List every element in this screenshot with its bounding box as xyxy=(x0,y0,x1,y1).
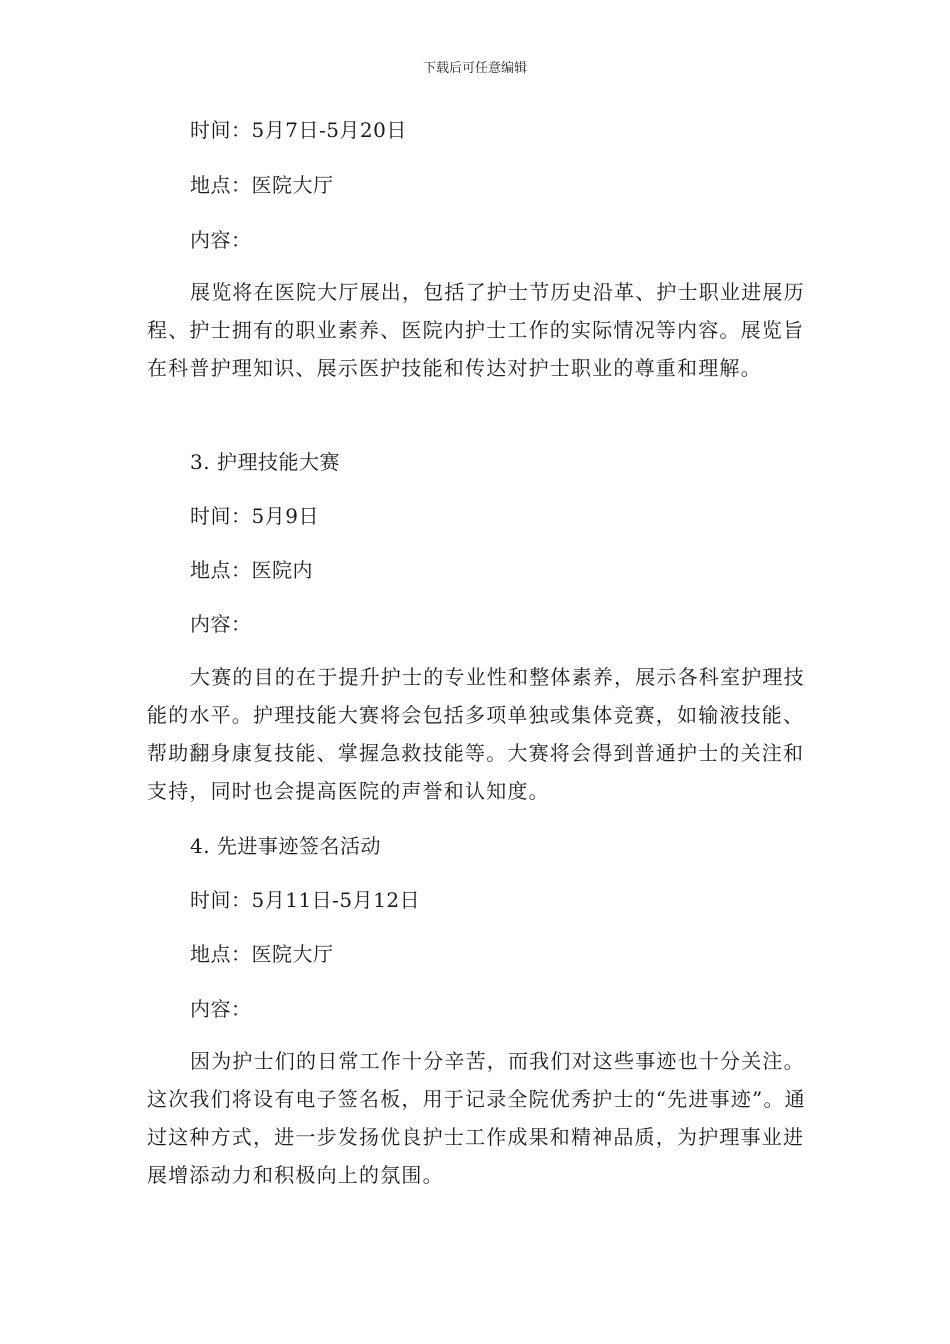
exhibition-time: 时间：5月7日-5月20日 xyxy=(190,118,407,142)
exhibition-content-text: 展览将在医院大厅展出，包括了护士节历史沿革、护士职业进展历程、护士拥有的职业素养、医院内护士工作的实际情况等内容。展览旨在科普护理知识、展示医护技能和传达对护士职业的尊重和理解。 xyxy=(147,280,805,380)
section-4-content-text: 因为护士们的日常工作十分辛苦，而我们对这些事迹也十分关注。这次我们将设有电子签名板，用于记录全院优秀护士的“先进事迹”。通过这种方式，进一步发扬优良护士工作成果和精神品质，为护理事业进展增添动力和积极向上的氛围。 xyxy=(147,1049,806,1187)
exhibition-place: 地点：医院大厅 xyxy=(190,173,334,197)
section-3-heading: 3. 护理技能大赛 xyxy=(190,450,340,474)
section-4-heading: 4. 先进事迹签名活动 xyxy=(190,834,381,858)
page-header-note: 下载后可任意编辑 xyxy=(422,61,527,76)
section-3-content-label: 内容： xyxy=(190,612,252,636)
section-4-content xyxy=(147,1042,807,1194)
section-3-content-text: 大赛的目的在于提升护士的专业性和整体素养，展示各科室护理技能的水平。护理技能大赛将会包括多项单独或集体竞赛，如输液技能、帮助翻身康复技能、掌握急救技能等。大赛将会得到普通护士的关注和支持，同时也会提高医院的声誉和认知度。 xyxy=(147,665,805,803)
section-4-place: 地点：医院大厅 xyxy=(190,942,334,966)
exhibition-content-label: 内容： xyxy=(190,228,252,252)
section-4-content-label: 内容： xyxy=(190,997,252,1021)
section-3-content xyxy=(147,658,807,810)
section-4-time: 时间：5月11日-5月12日 xyxy=(190,888,421,912)
section-3-time: 时间：5月9日 xyxy=(190,504,319,528)
section-3-place: 地点：医院内 xyxy=(190,558,313,582)
exhibition-content xyxy=(147,273,807,387)
